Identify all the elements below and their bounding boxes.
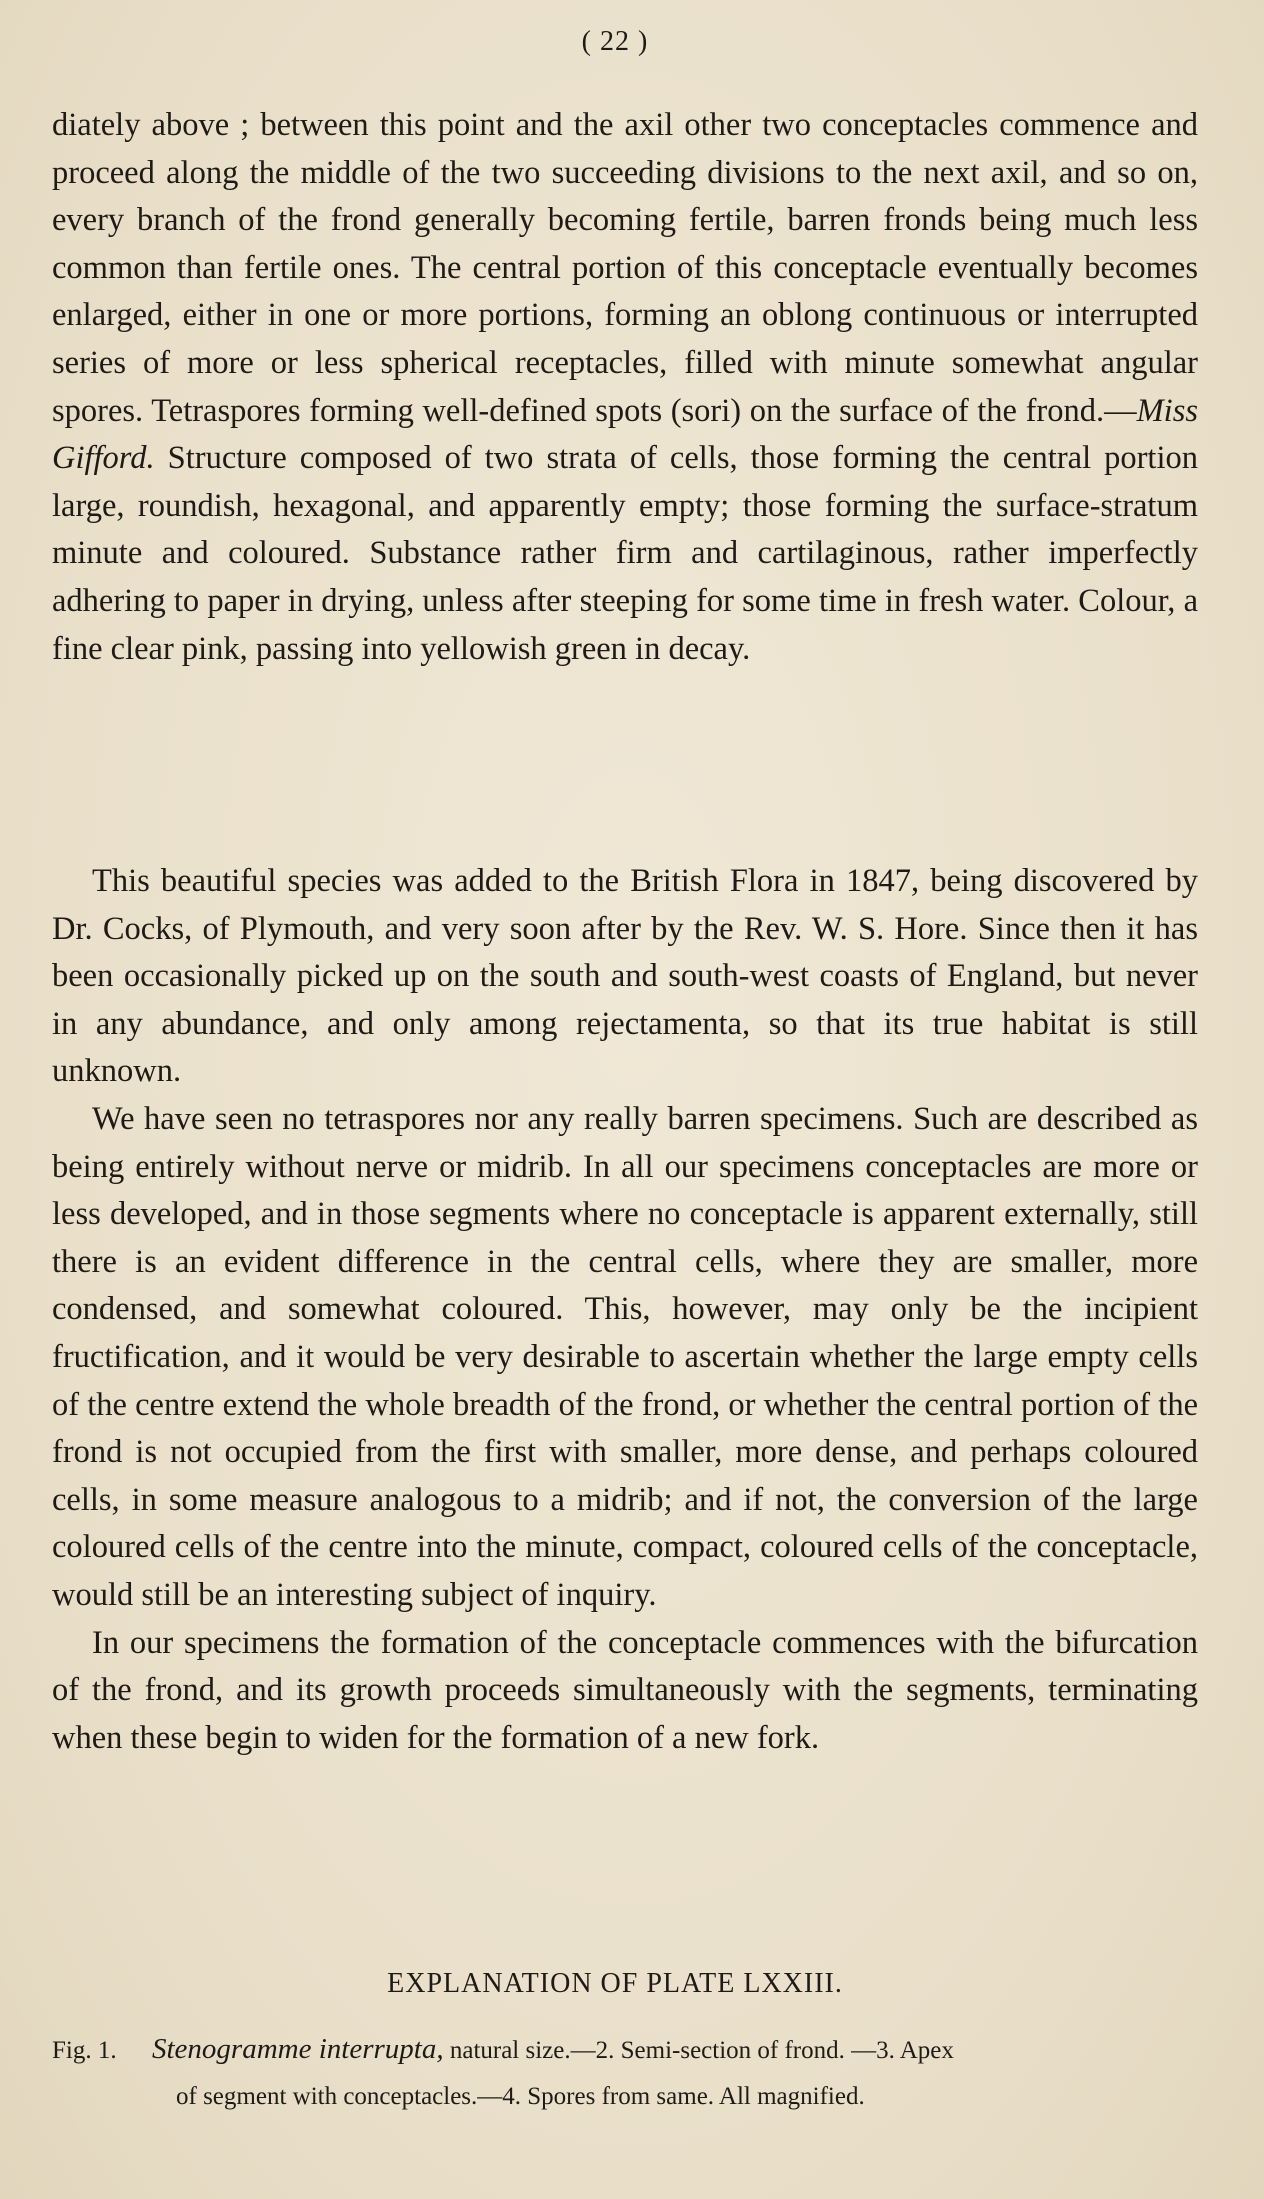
- paragraph-history: This beautiful species was added to the British Flora in 1847, being discovered by Dr. Cocks, of Plymouth, and very soon after by the Rev. W. S. Hore. Since then it has been occasionally picked up on the south and south-west coasts of England, but never in any abundance, and only among rejectamenta, so that its true habitat is still unknown.: [52, 863, 1198, 1090]
- author-citation: Miss Gifford.: [52, 392, 1198, 477]
- caption-line-1: natural size.—2. Semi-section of frond. —3. Apex: [443, 2037, 954, 2064]
- paragraph-observations: We have seen no tetraspores nor any really barren specimens. Such are described as being entirely without nerve or midrib. In all our specimens conceptacles are more or less developed, and in those segments where no conceptacle is apparent externally, still there is an evident difference in the central cells, where they are smaller, more condensed, and somewhat coloured. This, however, may only be the incipient fructification, and it would be very desirable to ascertain whether the large empty cells of the centre extend the whole breadth of the frond, or whether the central portion of the frond is not occupied from the first with smaller, more dense, and perhaps coloured cells, in some measure analogous to a midrib; and if not, the conversion of the large coloured cells of the centre into the minute, compact, coloured cells of the conceptacle, would still be an interesting subject of inquiry.: [52, 1100, 1198, 1613]
- commentary-section: [52, 858, 1198, 1762]
- figure-label: Fig. 1.: [52, 2037, 117, 2064]
- species-name: Stenogramme interrupta,: [152, 2033, 444, 2065]
- plate-explanation-heading: EXPLANATION OF PLATE LXXIII.: [387, 1968, 843, 1999]
- figure-caption: [52, 2026, 1202, 2120]
- paragraph-formation: In our specimens the formation of the conceptacle commences with the bifurcation of the frond, and its growth proceeds simultaneously with the segments, terminating when these begin to widen for the formation of a new fork.: [52, 1624, 1198, 1756]
- description-text-part-1: diately above ; between this point and the axil other two conceptacles commence and proceed along the middle of the two succeeding divisions to the next axil, and so on, every branch of the frond generally becoming fertile, barren fronds being much less common than fertile ones. The central portion of this conceptacle eventually becomes enlarged, either in one or more portions, forming an oblong continuous or interrupted series of more or less spherical receptacles, filled with minute somewhat angular spores. Tetraspores forming well-defined spots (sori) on the surface of the frond.—: [52, 107, 1198, 429]
- page-number: ( 22 ): [581, 26, 649, 57]
- continued-paragraph: [52, 102, 1198, 673]
- description-text: [52, 102, 1198, 673]
- description-text-part-2: Structure composed of two strata of cells, those forming the central portion large, roundish, hexagonal, and apparently empty; those forming the surface-stratum minute and coloured. Substance rather firm and cartilaginous, rather imperfectly adhering to paper in drying, unless after steeping for some time in fresh water. Colour, a fine clear pink, passing into yellowish green in decay.: [52, 440, 1198, 667]
- caption-line-2: of segment with conceptacles.—4. Spores from same. All magnified.: [176, 2083, 865, 2110]
